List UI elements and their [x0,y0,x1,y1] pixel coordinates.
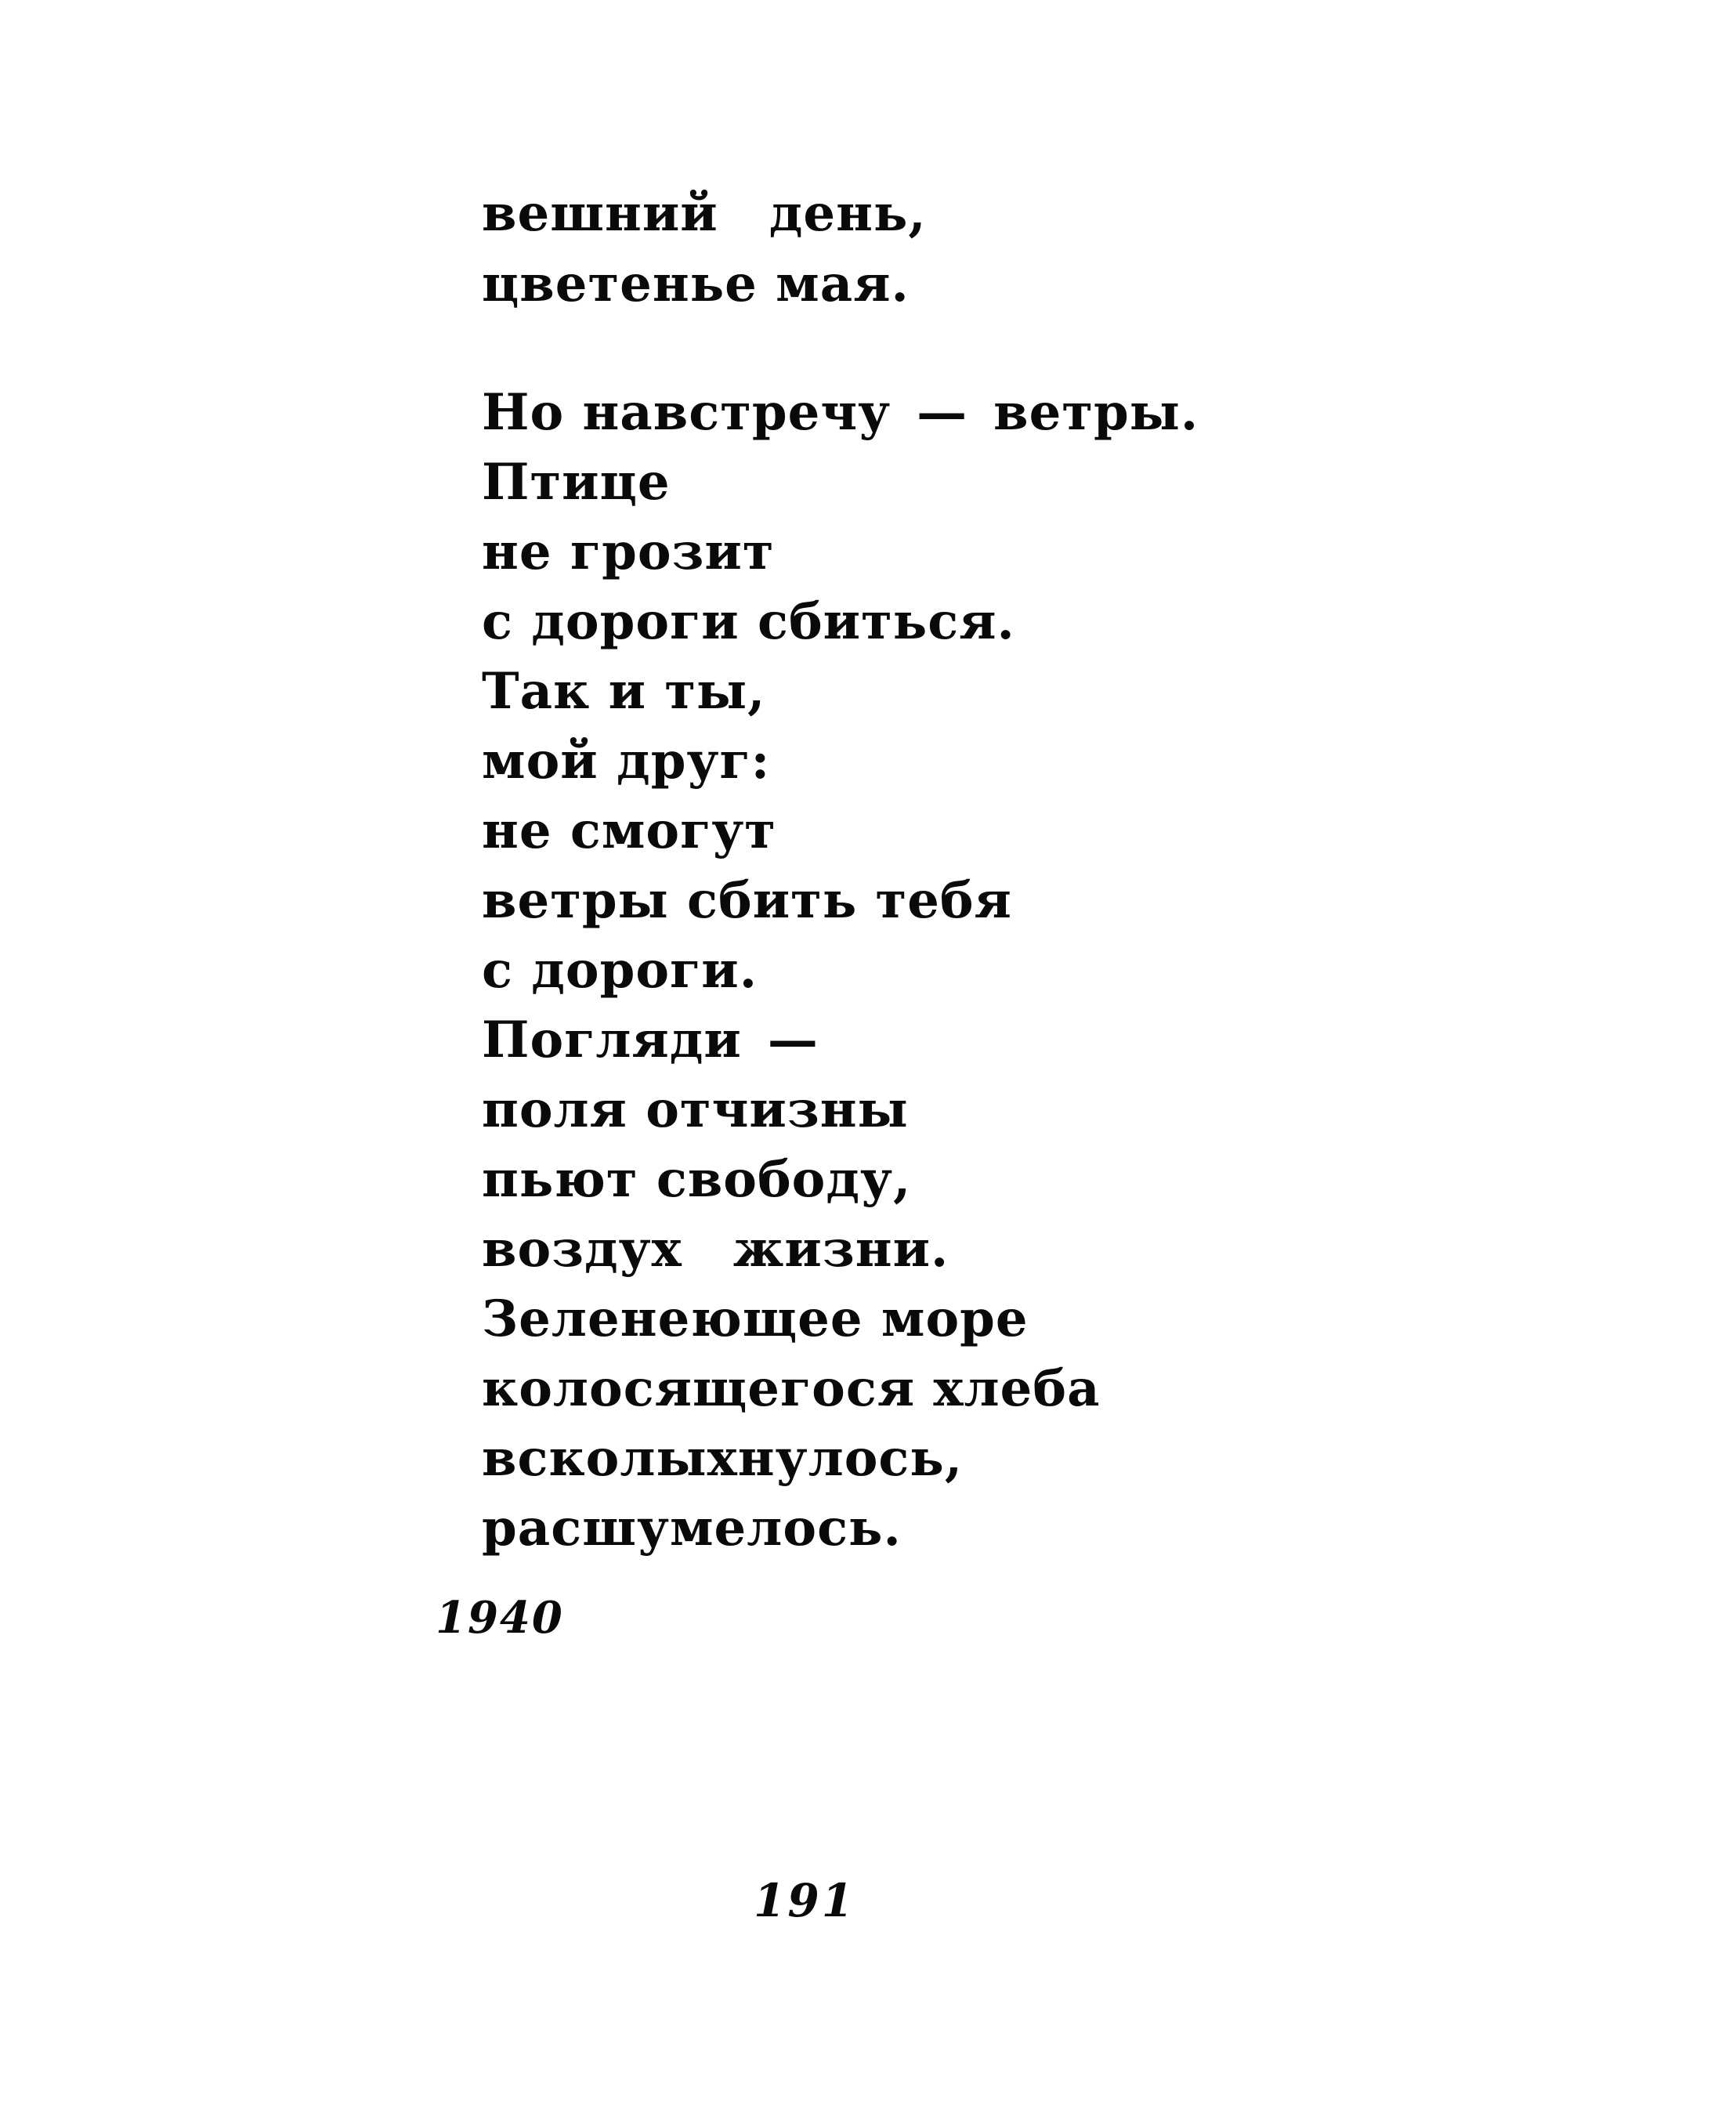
poem-line: расшумелось. [482,1499,902,1557]
poem-line: не грозит [482,523,775,581]
poem-line: Птице [482,453,671,512]
poem-line: всколыхнулось, [482,1429,964,1488]
poem-stanza-2 [482,378,1199,1563]
poem-line: с дороги сбиться. [482,592,1015,651]
poem-date: 1940 [436,1592,564,1644]
poem-line: цветенье мая. [482,255,910,313]
page-number: 191 [754,1874,856,1927]
poem-stanza-1 [482,179,1199,320]
poem-line: поля отчизны [482,1080,909,1139]
poem-line: с дороги. [482,941,758,1000]
poem-line: вешний день, [482,184,927,243]
poem-line: пьют свободу, [482,1150,912,1209]
poem-line: Погляди — [482,1011,819,1069]
poem-line: Но навстречу — ветры. [482,383,1199,442]
poem-line: Так и ты, [482,662,766,721]
poem-line: ветры сбить тебя [482,871,1012,930]
poem-line: Зеленеющее море [482,1290,1029,1348]
poem-line: воздух жизни. [482,1220,949,1279]
poem-line: колосящегося хлеба [482,1359,1101,1418]
poem-line: не смогут [482,801,776,860]
poem-line: мой друг: [482,732,771,790]
poem-text [482,179,1199,1563]
